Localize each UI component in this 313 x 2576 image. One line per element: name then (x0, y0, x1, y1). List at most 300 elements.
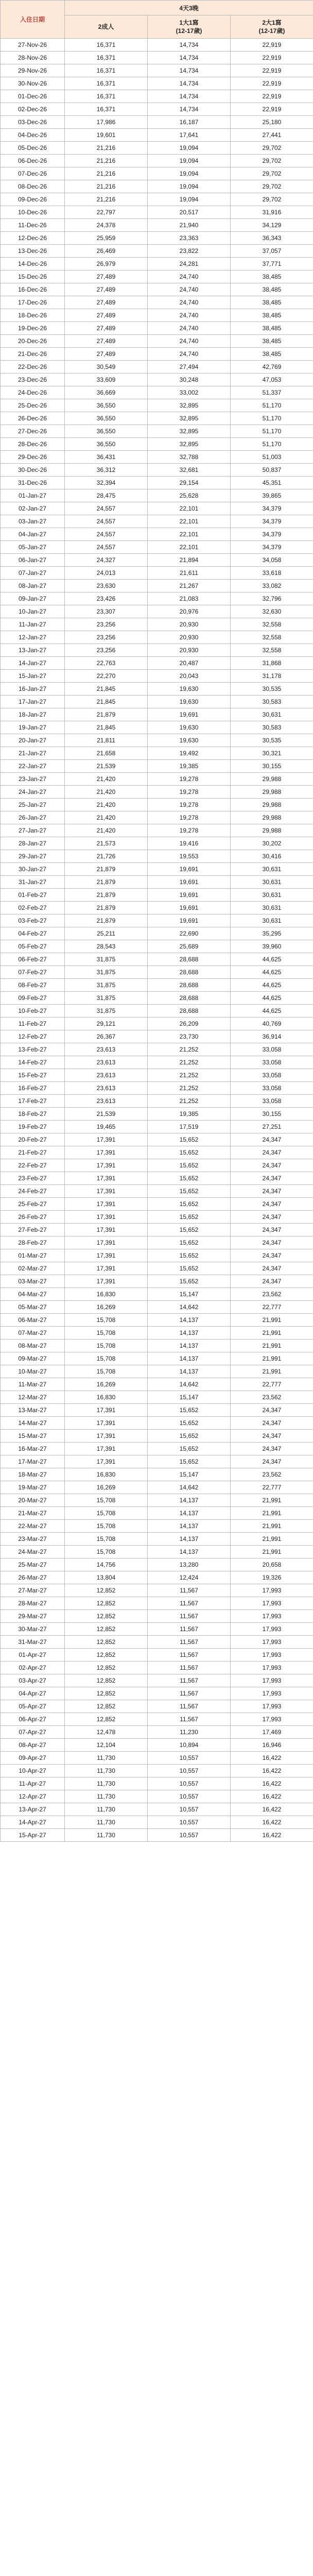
table-row (1, 1533, 313, 1546)
date-cell: 05-Apr-27 (1, 1700, 65, 1713)
one-adult-one-child-price-cell: 22,101 (148, 528, 231, 541)
two-adults-price-cell: 17,391 (65, 1249, 148, 1262)
two-adults-one-child-price-cell: 21,991 (231, 1314, 313, 1327)
two-adults-one-child-price-cell: 30,416 (231, 850, 313, 863)
two-adults-price-cell: 21,879 (65, 863, 148, 876)
date-cell: 28-Dec-26 (1, 438, 65, 451)
two-adults-one-child-price-cell: 31,916 (231, 206, 313, 219)
table-row (1, 1777, 313, 1790)
one-adult-one-child-price-cell: 23,730 (148, 1030, 231, 1043)
two-adults-price-cell: 23,613 (65, 1043, 148, 1056)
two-adults-price-cell: 17,391 (65, 1430, 148, 1443)
one-adult-one-child-price-cell: 25,628 (148, 489, 231, 502)
one-adult-one-child-price-cell: 15,147 (148, 1391, 231, 1404)
table-row (1, 1803, 313, 1816)
two-adults-one-child-price-cell: 29,702 (231, 167, 313, 180)
one-adult-one-child-price-cell: 14,137 (148, 1352, 231, 1365)
date-cell: 13-Jan-27 (1, 644, 65, 657)
table-row (1, 374, 313, 386)
one-adult-one-child-price-cell: 24,740 (148, 348, 231, 361)
two-adults-one-child-price-cell: 21,991 (231, 1494, 313, 1507)
one-adult-one-child-price-cell: 10,557 (148, 1752, 231, 1765)
date-cell: 17-Jan-27 (1, 696, 65, 708)
two-adults-price-cell: 24,378 (65, 219, 148, 232)
date-cell: 26-Jan-27 (1, 811, 65, 824)
two-adults-one-child-price-cell: 45,351 (231, 477, 313, 489)
two-adults-one-child-price-cell: 21,991 (231, 1520, 313, 1533)
one-adult-one-child-price-cell: 12,424 (148, 1571, 231, 1584)
one-adult-one-child-price-cell: 20,043 (148, 670, 231, 683)
two-adults-one-child-price-cell: 21,991 (231, 1507, 313, 1520)
two-adults-price-cell: 30,549 (65, 361, 148, 374)
date-cell: 04-Jan-27 (1, 528, 65, 541)
two-adults-one-child-price-cell: 30,321 (231, 747, 313, 760)
two-adults-price-cell: 21,879 (65, 902, 148, 914)
two-adults-price-cell: 24,557 (65, 502, 148, 515)
two-adults-price-cell: 17,391 (65, 1417, 148, 1430)
one-adult-one-child-price-cell: 19,385 (148, 760, 231, 773)
two-adults-price-cell: 23,613 (65, 1056, 148, 1069)
two-adults-one-child-price-cell: 23,562 (231, 1468, 313, 1481)
two-adults-one-child-price-cell: 24,347 (231, 1211, 313, 1224)
two-adults-price-cell: 27,489 (65, 348, 148, 361)
date-cell: 09-Feb-27 (1, 992, 65, 1005)
two-adults-one-child-price-cell: 30,535 (231, 683, 313, 696)
date-cell: 20-Jan-27 (1, 734, 65, 747)
date-cell: 27-Nov-26 (1, 39, 65, 52)
one-adult-one-child-price-cell: 19,553 (148, 850, 231, 863)
table-row (1, 1043, 313, 1056)
two-adults-price-cell: 17,391 (65, 1404, 148, 1417)
one-adult-one-child-price-cell: 19,691 (148, 914, 231, 927)
date-cell: 11-Dec-26 (1, 219, 65, 232)
two-adults-price-cell: 17,391 (65, 1262, 148, 1275)
one-adult-one-child-price-cell: 28,688 (148, 992, 231, 1005)
one-adult-one-child-price-cell: 21,940 (148, 219, 231, 232)
two-adults-price-cell: 17,391 (65, 1146, 148, 1159)
one-adult-one-child-price-cell: 11,567 (148, 1662, 231, 1674)
two-adults-one-child-price-cell: 27,441 (231, 129, 313, 142)
one-adult-one-child-price-cell: 14,137 (148, 1546, 231, 1558)
one-adult-one-child-price-cell: 24,740 (148, 309, 231, 322)
two-adults-price-cell: 26,469 (65, 245, 148, 258)
two-adults-price-cell: 36,312 (65, 464, 148, 477)
date-cell: 04-Dec-26 (1, 129, 65, 142)
one-adult-one-child-price-cell: 19,630 (148, 721, 231, 734)
date-cell: 05-Jan-27 (1, 541, 65, 554)
two-adults-price-cell: 12,852 (65, 1662, 148, 1674)
date-cell: 10-Jan-27 (1, 605, 65, 618)
date-cell: 17-Dec-26 (1, 296, 65, 309)
table-row (1, 1700, 313, 1713)
two-adults-price-cell: 32,394 (65, 477, 148, 489)
one-adult-one-child-price-cell: 17,641 (148, 129, 231, 142)
table-row (1, 438, 313, 451)
check-in-date-header: 入住日期 (1, 1, 65, 39)
date-cell: 29-Jan-27 (1, 850, 65, 863)
table-row (1, 966, 313, 979)
one-adult-one-child-price-cell: 21,611 (148, 567, 231, 580)
one-adult-one-child-price-cell: 24,281 (148, 258, 231, 270)
table-row (1, 451, 313, 464)
table-row (1, 824, 313, 837)
two-adults-price-cell: 11,730 (65, 1790, 148, 1803)
table-row (1, 219, 313, 232)
table-row (1, 193, 313, 206)
date-cell: 14-Apr-27 (1, 1816, 65, 1829)
date-cell: 23-Dec-26 (1, 374, 65, 386)
two-adults-one-child-price-cell: 34,379 (231, 502, 313, 515)
two-adults-price-cell: 17,986 (65, 116, 148, 129)
date-cell: 28-Mar-27 (1, 1597, 65, 1610)
two-adults-price-cell: 27,489 (65, 335, 148, 348)
one-adult-one-child-price-cell: 16,187 (148, 116, 231, 129)
two-adults-one-child-price-cell: 38,485 (231, 309, 313, 322)
one-adult-one-child-price-cell: 32,895 (148, 412, 231, 425)
one-adult-one-child-price-cell: 11,567 (148, 1700, 231, 1713)
one-adult-one-child-price-cell: 13,280 (148, 1558, 231, 1571)
date-cell: 08-Feb-27 (1, 979, 65, 992)
two-adults-one-child-price-cell: 29,988 (231, 786, 313, 799)
table-row (1, 1121, 313, 1133)
date-cell: 07-Mar-27 (1, 1327, 65, 1340)
two-adults-one-child-price-cell: 24,347 (231, 1404, 313, 1417)
two-adults-one-child-price-cell: 51,170 (231, 399, 313, 412)
one-adult-one-child-price-cell: 19,691 (148, 902, 231, 914)
two-adults-one-child-price-cell: 16,422 (231, 1752, 313, 1765)
two-adults-one-child-price-cell: 17,993 (231, 1700, 313, 1713)
two-adults-one-child-price-cell: 16,422 (231, 1777, 313, 1790)
two-adults-price-cell: 36,669 (65, 386, 148, 399)
two-adults-one-child-price-cell: 16,946 (231, 1739, 313, 1752)
two-adults-one-child-price-cell: 44,625 (231, 1005, 313, 1018)
table-row (1, 464, 313, 477)
two-adults-one-child-price-cell: 30,631 (231, 863, 313, 876)
two-adults-price-cell: 36,431 (65, 451, 148, 464)
table-row (1, 799, 313, 811)
one-adult-one-child-price-cell: 11,567 (148, 1713, 231, 1726)
table-row (1, 1455, 313, 1468)
one-adult-one-child-price-cell: 19,691 (148, 889, 231, 902)
date-cell: 28-Jan-27 (1, 837, 65, 850)
table-row (1, 1739, 313, 1752)
date-cell: 09-Dec-26 (1, 193, 65, 206)
table-row (1, 927, 313, 940)
table-row (1, 708, 313, 721)
date-cell: 03-Dec-26 (1, 116, 65, 129)
date-cell: 11-Jan-27 (1, 618, 65, 631)
two-adults-one-child-price-cell: 16,422 (231, 1803, 313, 1816)
two-adults-one-child-price-cell: 34,379 (231, 515, 313, 528)
table-row (1, 992, 313, 1005)
one-adult-one-child-price-cell: 17,519 (148, 1121, 231, 1133)
two-adults-price-cell: 22,797 (65, 206, 148, 219)
two-adults-price-cell: 12,852 (65, 1649, 148, 1662)
table-row (1, 1018, 313, 1030)
two-adults-price-cell: 19,601 (65, 129, 148, 142)
table-row (1, 1159, 313, 1172)
two-adults-price-cell: 17,391 (65, 1133, 148, 1146)
date-cell: 26-Feb-27 (1, 1211, 65, 1224)
two-adults-one-child-price-cell: 24,347 (231, 1224, 313, 1236)
date-cell: 02-Feb-27 (1, 902, 65, 914)
one-adult-one-child-price-cell: 24,740 (148, 270, 231, 283)
package-header: 4天3晚 (65, 1, 313, 15)
two-adults-price-cell: 12,852 (65, 1713, 148, 1726)
one-adult-one-child-price-cell: 19,278 (148, 799, 231, 811)
two-adults-one-child-price-cell: 17,993 (231, 1636, 313, 1649)
one-adult-one-child-price-cell: 23,822 (148, 245, 231, 258)
two-adults-price-cell: 26,367 (65, 1030, 148, 1043)
date-cell: 12-Apr-27 (1, 1790, 65, 1803)
two-adults-one-child-price-cell: 24,347 (231, 1443, 313, 1455)
one-adult-one-child-price-cell: 11,567 (148, 1649, 231, 1662)
date-cell: 07-Feb-27 (1, 966, 65, 979)
date-cell: 09-Apr-27 (1, 1752, 65, 1765)
two-adults-one-child-price-cell: 22,777 (231, 1301, 313, 1314)
two-adults-price-cell: 28,475 (65, 489, 148, 502)
two-adults-price-cell: 17,391 (65, 1185, 148, 1198)
one-adult-one-child-price-cell: 15,147 (148, 1468, 231, 1481)
table-row (1, 322, 313, 335)
one-adult-one-child-price-cell: 11,567 (148, 1610, 231, 1623)
date-cell: 14-Dec-26 (1, 258, 65, 270)
one-adult-one-child-price-cell: 15,652 (148, 1198, 231, 1211)
date-cell: 03-Mar-27 (1, 1275, 65, 1288)
table-row (1, 1713, 313, 1726)
table-row (1, 786, 313, 799)
table-row (1, 1468, 313, 1481)
two-adults-price-cell: 15,708 (65, 1314, 148, 1327)
two-adults-one-child-price-cell: 51,003 (231, 451, 313, 464)
table-row (1, 837, 313, 850)
table-row (1, 696, 313, 708)
table-row (1, 773, 313, 786)
table-row (1, 1301, 313, 1314)
date-cell: 04-Feb-27 (1, 927, 65, 940)
date-cell: 14-Jan-27 (1, 657, 65, 670)
two-adults-one-child-price-cell: 30,583 (231, 721, 313, 734)
two-adults-price-cell: 23,630 (65, 580, 148, 592)
two-adults-one-child-price-cell: 39,960 (231, 940, 313, 953)
two-adults-one-child-price-cell: 33,058 (231, 1043, 313, 1056)
two-adults-one-child-price-cell: 23,562 (231, 1391, 313, 1404)
table-row (1, 1133, 313, 1146)
date-cell: 20-Feb-27 (1, 1133, 65, 1146)
table-row (1, 1146, 313, 1159)
date-cell: 13-Dec-26 (1, 245, 65, 258)
two-adults-price-cell: 27,489 (65, 296, 148, 309)
two-adults-one-child-price-cell: 44,625 (231, 992, 313, 1005)
date-cell: 16-Jan-27 (1, 683, 65, 696)
two-adults-one-child-price-cell: 17,993 (231, 1674, 313, 1687)
one-adult-one-child-price-cell: 22,101 (148, 515, 231, 528)
date-cell: 05-Feb-27 (1, 940, 65, 953)
table-body (1, 39, 313, 1842)
table-row (1, 39, 313, 52)
two-adults-one-child-price-cell: 17,993 (231, 1597, 313, 1610)
one-adult-one-child-price-cell: 19,278 (148, 786, 231, 799)
two-adults-one-child-price-cell: 24,347 (231, 1159, 313, 1172)
date-cell: 03-Apr-27 (1, 1674, 65, 1687)
two-adults-price-cell: 23,307 (65, 605, 148, 618)
date-cell: 26-Mar-27 (1, 1571, 65, 1584)
one-adult-one-child-price-cell: 15,652 (148, 1262, 231, 1275)
one-adult-one-child-price-cell: 21,083 (148, 592, 231, 605)
table-row (1, 1443, 313, 1455)
table-row (1, 502, 313, 515)
table-row (1, 477, 313, 489)
table-row (1, 644, 313, 657)
two-adults-one-child-price-cell: 25,180 (231, 116, 313, 129)
one-adult-one-child-price-cell: 28,688 (148, 979, 231, 992)
table-row (1, 1030, 313, 1043)
two-adults-price-cell: 21,845 (65, 696, 148, 708)
table-row (1, 64, 313, 77)
two-adults-price-cell: 21,420 (65, 824, 148, 837)
two-adults-one-child-price-cell: 24,347 (231, 1249, 313, 1262)
two-adults-price-cell: 15,708 (65, 1520, 148, 1533)
two-adults-price-cell: 15,708 (65, 1327, 148, 1340)
table-row (1, 1108, 313, 1121)
table-row (1, 1790, 313, 1803)
two-adults-one-child-price-cell: 34,379 (231, 528, 313, 541)
date-cell: 01-Feb-27 (1, 889, 65, 902)
two-adults-one-child-price-cell: 37,057 (231, 245, 313, 258)
two-adults-one-child-price-cell: 22,919 (231, 64, 313, 77)
one-adult-one-child-price-cell: 11,567 (148, 1584, 231, 1597)
two-adults-one-child-price-cell: 29,702 (231, 142, 313, 155)
table-row (1, 1765, 313, 1777)
one-adult-one-child-price-cell: 19,630 (148, 683, 231, 696)
one-adult-one-child-price-cell: 19,416 (148, 837, 231, 850)
two-adults-price-cell: 21,658 (65, 747, 148, 760)
two-adults-price-cell: 11,730 (65, 1765, 148, 1777)
two-adults-price-cell: 22,763 (65, 657, 148, 670)
table-row (1, 528, 313, 541)
table-row (1, 1236, 313, 1249)
table-row (1, 1211, 313, 1224)
two-adults-price-cell: 33,609 (65, 374, 148, 386)
two-adults-one-child-price-cell: 24,347 (231, 1185, 313, 1198)
date-cell: 01-Jan-27 (1, 489, 65, 502)
one-adult-one-child-price-cell: 28,688 (148, 953, 231, 966)
two-adults-one-child-price-cell: 20,658 (231, 1558, 313, 1571)
date-cell: 19-Dec-26 (1, 322, 65, 335)
table-row (1, 1185, 313, 1198)
table-row (1, 760, 313, 773)
one-adult-one-child-price-cell: 14,137 (148, 1507, 231, 1520)
two-adults-one-child-price-cell: 51,170 (231, 438, 313, 451)
two-adults-one-child-price-cell: 24,347 (231, 1146, 313, 1159)
two-adults-price-cell: 14,756 (65, 1558, 148, 1571)
one-adult-one-child-price-cell: 15,652 (148, 1455, 231, 1468)
date-cell: 18-Mar-27 (1, 1468, 65, 1481)
table-row (1, 258, 313, 270)
two-adults-one-child-price-cell: 17,993 (231, 1623, 313, 1636)
one-adult-one-child-price-cell: 21,252 (148, 1069, 231, 1082)
table-row (1, 1610, 313, 1623)
two-adults-one-child-price-cell: 29,702 (231, 155, 313, 167)
date-cell: 27-Feb-27 (1, 1224, 65, 1236)
table-row (1, 1649, 313, 1662)
table-header (1, 1, 313, 39)
date-cell: 03-Jan-27 (1, 515, 65, 528)
date-cell: 17-Feb-27 (1, 1095, 65, 1108)
two-adults-price-cell: 16,269 (65, 1481, 148, 1494)
date-cell: 11-Feb-27 (1, 1018, 65, 1030)
two-adults-price-cell: 15,708 (65, 1365, 148, 1378)
table-row (1, 335, 313, 348)
two-adults-one-child-price-cell: 17,469 (231, 1726, 313, 1739)
date-cell: 06-Mar-27 (1, 1314, 65, 1327)
two-adults-price-cell: 31,875 (65, 1005, 148, 1018)
two-adults-one-child-price-cell: 38,485 (231, 348, 313, 361)
one-adult-one-child-price-cell: 14,137 (148, 1327, 231, 1340)
table-row (1, 1584, 313, 1597)
table-row (1, 1095, 313, 1108)
one-adult-one-child-price-cell: 14,137 (148, 1365, 231, 1378)
table-row (1, 425, 313, 438)
table-row (1, 1636, 313, 1649)
one-adult-one-child-price-cell: 22,101 (148, 541, 231, 554)
table-row (1, 361, 313, 374)
date-cell: 06-Jan-27 (1, 554, 65, 567)
one-adult-one-child-price-cell: 19,492 (148, 747, 231, 760)
two-adults-price-cell: 23,613 (65, 1095, 148, 1108)
two-adults-one-child-price-cell: 16,422 (231, 1829, 313, 1842)
table-row (1, 412, 313, 425)
table-row (1, 232, 313, 245)
header-line: 2大1寫 (262, 19, 282, 26)
date-cell: 02-Dec-26 (1, 103, 65, 116)
table-row (1, 1417, 313, 1430)
two-adults-price-cell: 16,269 (65, 1378, 148, 1391)
date-cell: 22-Jan-27 (1, 760, 65, 773)
one-adult-one-child-price-cell: 28,688 (148, 966, 231, 979)
one-adult-one-child-price-cell: 10,557 (148, 1816, 231, 1829)
date-cell: 27-Jan-27 (1, 824, 65, 837)
date-cell: 10-Feb-27 (1, 1005, 65, 1018)
one-adult-one-child-price-cell: 21,894 (148, 554, 231, 567)
one-adult-one-child-price-cell: 14,642 (148, 1301, 231, 1314)
one-adult-one-child-price-cell: 11,567 (148, 1623, 231, 1636)
two-adults-price-cell: 15,708 (65, 1494, 148, 1507)
two-adults-one-child-price-cell: 22,777 (231, 1481, 313, 1494)
two-adults-price-cell: 21,879 (65, 914, 148, 927)
table-row (1, 721, 313, 734)
one-adult-one-child-price-cell: 14,137 (148, 1520, 231, 1533)
two-adults-price-cell: 22,270 (65, 670, 148, 683)
one-adult-one-child-price-cell: 32,681 (148, 464, 231, 477)
two-adults-one-child-price-cell: 38,485 (231, 270, 313, 283)
two-adults-one-child-price-cell: 27,251 (231, 1121, 313, 1133)
table-row (1, 618, 313, 631)
date-cell: 10-Apr-27 (1, 1765, 65, 1777)
two-adults-one-child-price-cell: 24,347 (231, 1236, 313, 1249)
two-adults-one-child-price-cell: 21,991 (231, 1365, 313, 1378)
one-adult-one-child-price-cell: 15,652 (148, 1430, 231, 1443)
table-row (1, 1224, 313, 1236)
date-cell: 28-Nov-26 (1, 52, 65, 64)
two-adults-price-cell: 23,256 (65, 631, 148, 644)
date-cell: 21-Jan-27 (1, 747, 65, 760)
one-adult-one-child-price-cell: 14,734 (148, 90, 231, 103)
two-adults-price-cell: 21,216 (65, 180, 148, 193)
two-adults-one-child-price-cell: 33,058 (231, 1069, 313, 1082)
date-cell: 05-Dec-26 (1, 142, 65, 155)
date-cell: 27-Dec-26 (1, 425, 65, 438)
